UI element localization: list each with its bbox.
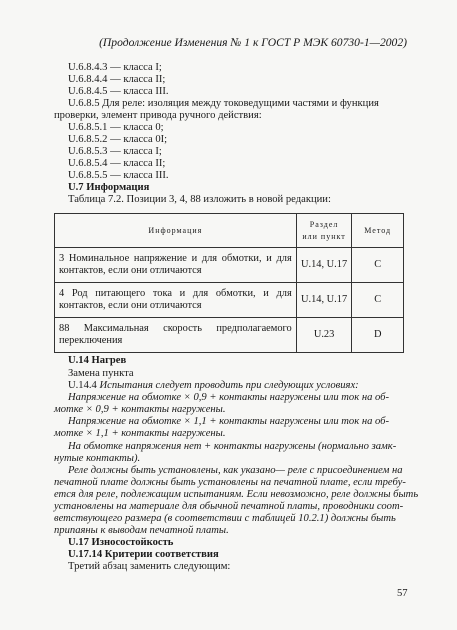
text-line: U.6.8.5.5 — класса III. [68, 170, 169, 181]
col-header-clause: Раздел или пункт [296, 214, 352, 248]
text-line: U.6.8.5.4 — класса II; [68, 158, 166, 169]
italic-line: припаяны к выводам печатной платы. [54, 525, 229, 536]
text-line: U.6.8.5.3 — класса I; [68, 146, 162, 157]
cell-info: 3 Номинальное напряжение и для обмотки, и для контактов, если они отличаются [55, 248, 297, 283]
section-heading: U.7 Информация [68, 182, 150, 193]
cell-clause: U.14, U.17 [296, 283, 352, 318]
section-heading: U.17 Износостойкость [68, 537, 174, 548]
italic-line: мотке × 0,9 + контакты нагружены. [54, 404, 226, 415]
text-line: Третий абзац заменить следующим: [68, 561, 231, 572]
text-line: U.6.8.5.1 — класса 0; [68, 122, 164, 133]
text-line: U.6.8.4.5 — класса III. [68, 86, 169, 97]
italic-line: установлены на материале для обычной печатной платы, проводники соот- [54, 501, 404, 512]
cell-method: C [352, 248, 404, 283]
clause-number: U.14.4 [68, 380, 97, 391]
clause-text: Испытания следует проводить при следующих условиях: [99, 380, 359, 391]
col-header-info: Информация [55, 214, 297, 248]
running-header: (Продолжение Изменения № 1 к ГОСТ Р МЭК 60730-1—2002) [99, 36, 407, 49]
table-intro: Таблица 7.2. Позиции 3, 4, 88 изложить в новой редакции: [68, 194, 331, 205]
text-line: Замена пункта [68, 368, 134, 379]
page-number: 57 [397, 588, 408, 599]
section-heading: U.17.14 Критерии соответствия [68, 549, 219, 560]
italic-line: ветствующего размера (в соответствии с таблицей 10.2.1) должны быть [54, 513, 396, 524]
cell-clause: U.14, U.17 [296, 248, 352, 283]
italic-line: мотке × 1,1 + контакты нагружены. [54, 428, 226, 439]
text-line [68, 380, 359, 392]
italic-line: Напряжение на обмотке × 1,1 + контакты нагружены или ток на об- [68, 416, 390, 427]
cell-method: C [352, 283, 404, 318]
italic-line: печатной плате должны быть установлены на печатной плате, если требу- [54, 477, 406, 488]
text-line: проверки, элемент привода ручного действия: [54, 110, 262, 121]
table-row [55, 318, 404, 353]
cell-clause: U.23 [296, 318, 352, 353]
cell-info: 88 Максимальная скорость предполагаемого переключения [55, 318, 297, 353]
text-line: U.6.8.5 Для реле: изоляция между токоведущими частями и функция [68, 98, 379, 109]
italic-line: нутые контакты). [54, 453, 141, 464]
text-line: U.6.8.4.4 — класса II; [68, 74, 166, 85]
cell-info: 4 Род питающего тока и для обмотки, и для контактов, если они отличаются [55, 283, 297, 318]
col-header-method: Метод [352, 214, 404, 248]
italic-line: Напряжение на обмотке × 0,9 + контакты нагружены или ток на об- [68, 392, 390, 403]
italic-line: На обмотке напряжения нет + контакты нагружены (нормально замк- [68, 441, 397, 452]
table-row [55, 248, 404, 283]
italic-line: Реле должны быть установлены, как указано— реле с присоединением на [68, 465, 403, 476]
italic-line: ется для реле, подлежащим испытаниям. Если невозможно, реле должны быть [54, 489, 419, 500]
text-line: U.6.8.4.3 — класса I; [68, 62, 162, 73]
table-row [55, 283, 404, 318]
table-header-row [55, 214, 404, 248]
amendment-table [54, 213, 404, 353]
text-line: U.6.8.5.2 — класса 0I; [68, 134, 168, 145]
cell-method: D [352, 318, 404, 353]
section-heading: U.14 Нагрев [68, 355, 127, 366]
